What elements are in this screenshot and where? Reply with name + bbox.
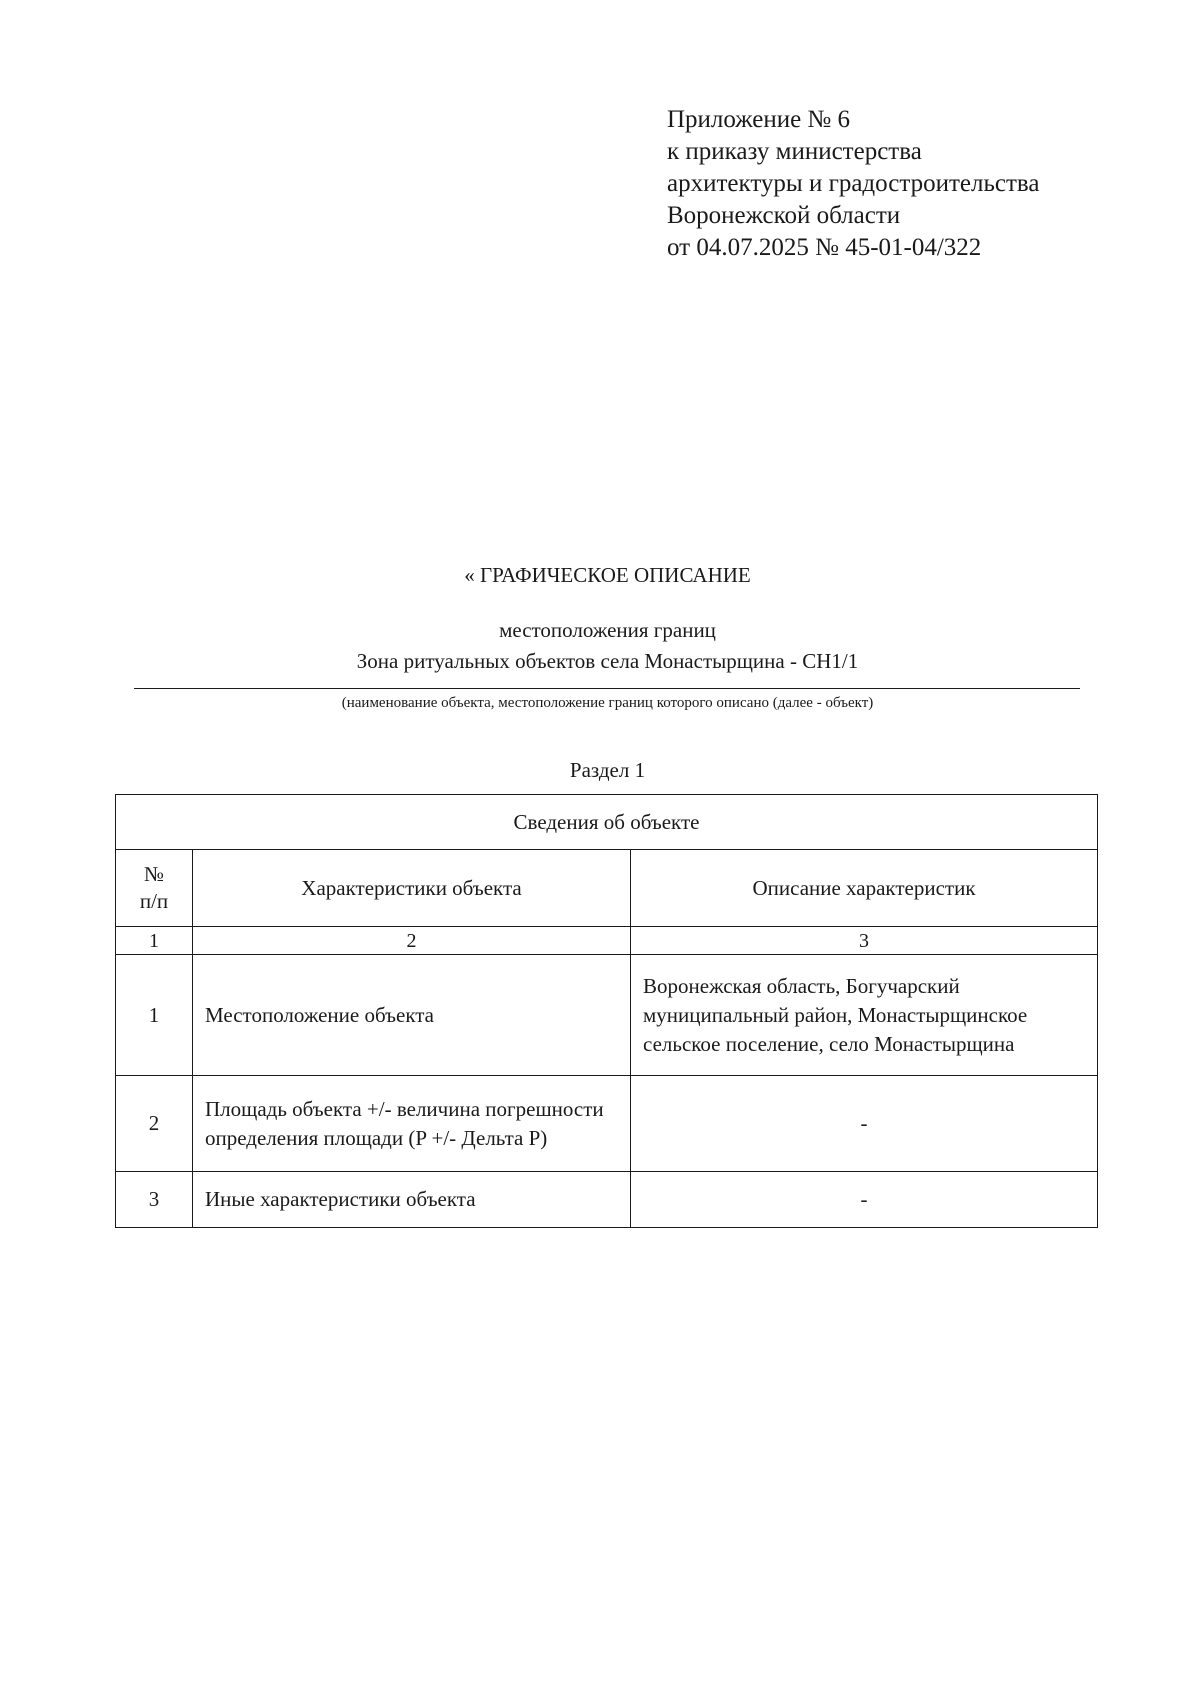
underline-rule [134, 688, 1080, 689]
header-num-line: п/п [139, 889, 169, 913]
subtitle-object-name: Зона ритуальных объектов села Монастырщина - СН1/1 [356, 649, 859, 673]
index-cell: 2 [193, 927, 631, 955]
table-caption: Сведения об объекте [116, 795, 1098, 850]
document-title: « ГРАФИЧЕСКОЕ ОПИСАНИЕ [464, 563, 751, 587]
row-num: 1 [116, 955, 193, 1076]
appendix-line: к приказу министерства [667, 138, 922, 165]
table-row [116, 1076, 1098, 1172]
object-name-caption: (наименование объекта, местоположение границ которого описано (далее - объект) [341, 695, 874, 711]
table-caption-row [116, 795, 1098, 850]
table-row [116, 955, 1098, 1076]
header-num-line: № [143, 862, 165, 886]
index-cell: 1 [116, 927, 193, 955]
header-characteristic: Характеристики объекта [193, 850, 631, 927]
index-cell: 3 [631, 927, 1098, 955]
document-subtitle [0, 615, 1200, 677]
section-label: Раздел 1 [569, 758, 646, 782]
table-row [116, 1172, 1098, 1228]
table-index-row [116, 927, 1098, 955]
row-num: 2 [116, 1076, 193, 1172]
row-characteristic: Местоположение объекта [193, 955, 631, 1076]
appendix-line: Приложение № 6 [667, 106, 851, 133]
row-description: - [631, 1076, 1098, 1172]
row-characteristic: Иные характеристики объекта [193, 1172, 631, 1228]
subtitle-line: местоположения границ [499, 618, 716, 642]
appendix-header [667, 104, 1039, 264]
appendix-line: Воронежской области [667, 202, 901, 229]
object-info-table [115, 794, 1098, 1228]
row-description: - [631, 1172, 1098, 1228]
appendix-line: от 04.07.2025 № 45-01-04/322 [667, 234, 982, 261]
table-header-row [116, 850, 1098, 927]
header-description: Описание характеристик [631, 850, 1098, 927]
row-num: 3 [116, 1172, 193, 1228]
row-characteristic: Площадь объекта +/- величина погрешности определения площади (P +/- Дельта P) [193, 1076, 631, 1172]
row-description: Воронежская область, Богучарский муниципальный район, Монастырщинское сельское поселение, село Монастырщина [631, 955, 1098, 1076]
header-num [116, 850, 193, 927]
appendix-line: архитектуры и градостроительства [667, 170, 1040, 197]
